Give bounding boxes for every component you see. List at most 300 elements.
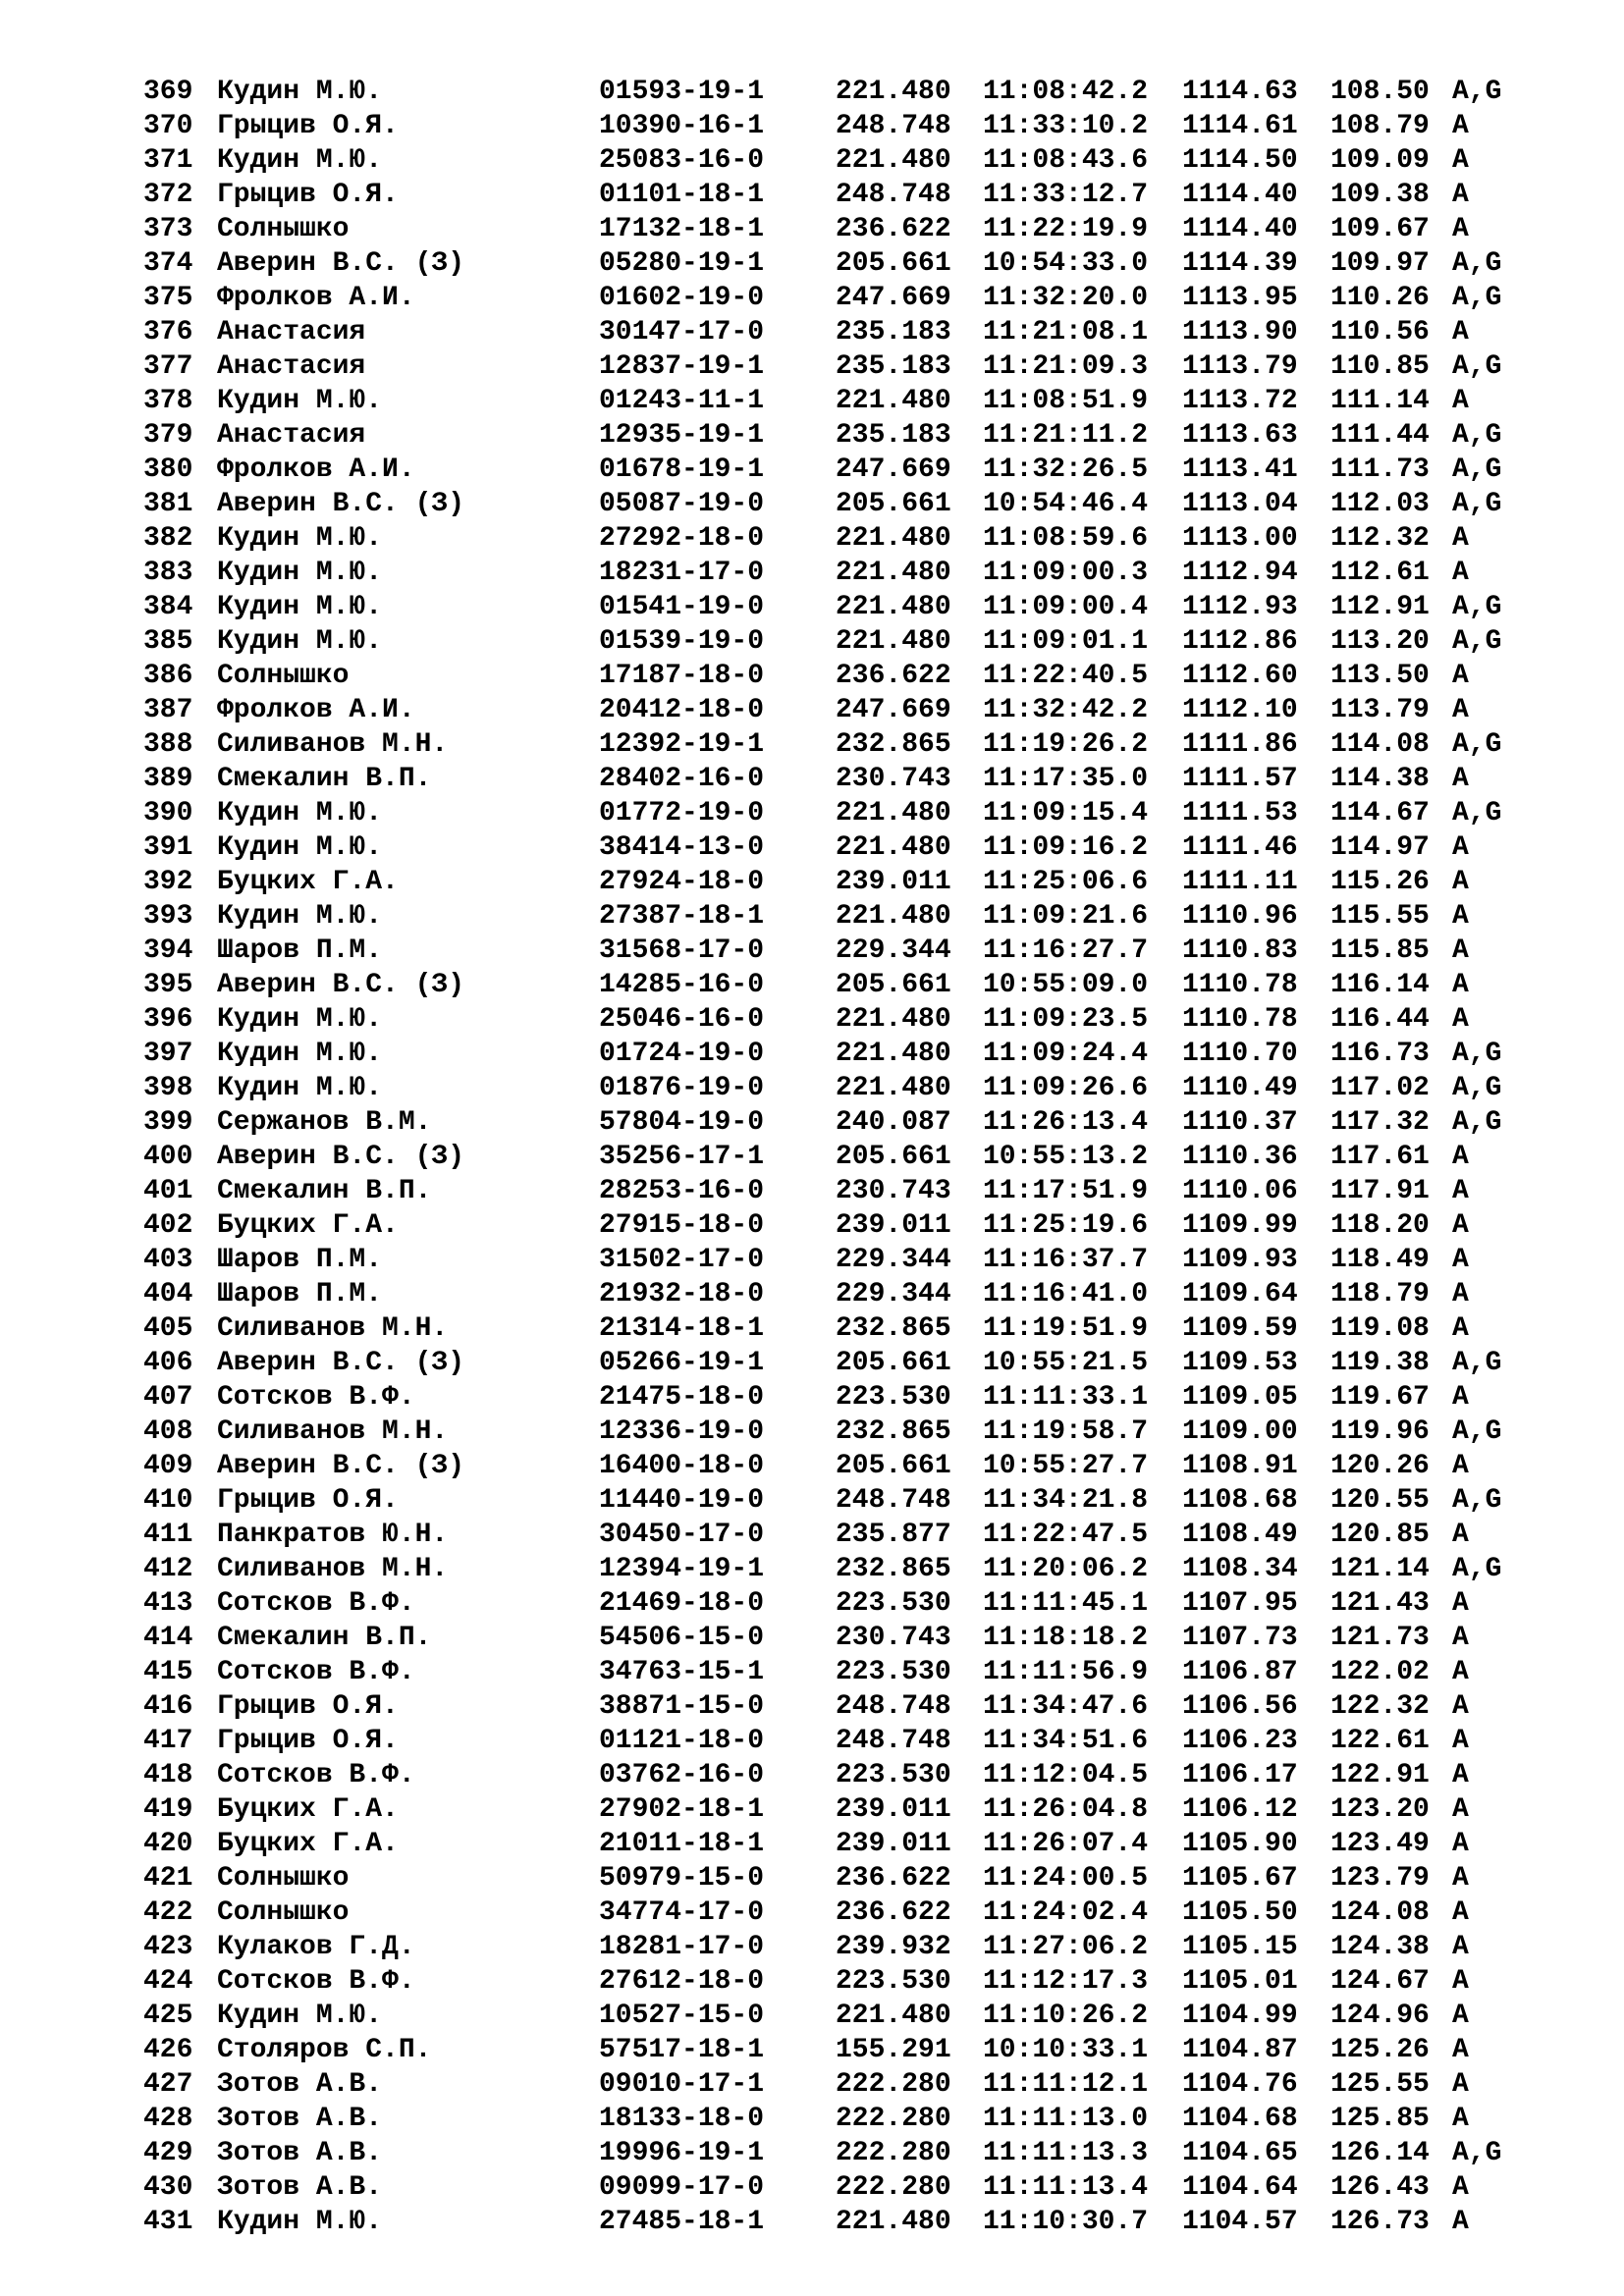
coefficient: 118.20 <box>1330 1210 1430 1241</box>
fancier-name: Солнышко <box>217 1897 350 1928</box>
coefficient: 125.26 <box>1330 2035 1430 2065</box>
speed: 1110.06 <box>1182 1176 1298 1206</box>
result-row <box>0 109 1624 143</box>
flags: A,G <box>1452 1073 1502 1103</box>
fancier-name: Кудин М.Ю. <box>217 798 383 828</box>
coefficient: 124.96 <box>1330 2001 1430 2031</box>
result-number: 420 <box>143 1829 193 1859</box>
result-number: 415 <box>143 1657 193 1687</box>
result-row <box>0 1415 1624 1449</box>
flags: A <box>1452 1932 1469 1962</box>
distance: 239.932 <box>836 1932 951 1962</box>
result-row <box>0 1277 1624 1311</box>
result-number: 385 <box>143 626 193 657</box>
result-number: 401 <box>143 1176 193 1206</box>
coefficient: 114.97 <box>1330 832 1430 863</box>
distance: 205.661 <box>836 248 951 279</box>
coefficient: 126.73 <box>1330 2207 1430 2237</box>
ring-number: 18231-17-0 <box>599 558 765 588</box>
speed: 1111.53 <box>1182 798 1298 828</box>
arrival-time: 11:11:13.0 <box>983 2104 1149 2134</box>
coefficient: 124.38 <box>1330 1932 1430 1962</box>
coefficient: 115.26 <box>1330 867 1430 897</box>
ring-number: 18281-17-0 <box>599 1932 765 1962</box>
flags: A,G <box>1452 1348 1502 1378</box>
coefficient: 116.44 <box>1330 1004 1430 1035</box>
flags: A <box>1452 386 1469 416</box>
ring-number: 10527-15-0 <box>599 2001 765 2031</box>
flags: A <box>1452 2069 1469 2100</box>
flags: A <box>1452 214 1469 244</box>
ring-number: 34774-17-0 <box>599 1897 765 1928</box>
arrival-time: 11:22:19.9 <box>983 214 1149 244</box>
coefficient: 111.44 <box>1330 420 1430 451</box>
speed: 1109.53 <box>1182 1348 1298 1378</box>
coefficient: 122.32 <box>1330 1691 1430 1722</box>
result-number: 372 <box>143 180 193 210</box>
coefficient: 121.14 <box>1330 1554 1430 1584</box>
speed: 1113.63 <box>1182 420 1298 451</box>
distance: 247.669 <box>836 283 951 313</box>
coefficient: 117.61 <box>1330 1142 1430 1172</box>
fancier-name: Силиванов М.Н. <box>217 729 449 760</box>
speed: 1112.93 <box>1182 592 1298 622</box>
result-number: 393 <box>143 901 193 932</box>
fancier-name: Кудин М.Ю. <box>217 523 383 554</box>
speed: 1113.00 <box>1182 523 1298 554</box>
arrival-time: 10:54:33.0 <box>983 248 1149 279</box>
result-number: 423 <box>143 1932 193 1962</box>
speed: 1107.95 <box>1182 1588 1298 1619</box>
coefficient: 114.38 <box>1330 764 1430 794</box>
distance: 229.344 <box>836 935 951 966</box>
fancier-name: Зотов А.В. <box>217 2138 383 2168</box>
fancier-name: Кудин М.Ю. <box>217 1073 383 1103</box>
fancier-name: Кудин М.Ю. <box>217 1004 383 1035</box>
distance: 232.865 <box>836 1554 951 1584</box>
speed: 1106.87 <box>1182 1657 1298 1687</box>
arrival-time: 11:22:40.5 <box>983 661 1149 691</box>
arrival-time: 11:34:47.6 <box>983 1691 1149 1722</box>
ring-number: 18133-18-0 <box>599 2104 765 2134</box>
arrival-time: 11:09:01.1 <box>983 626 1149 657</box>
result-row <box>0 384 1624 418</box>
arrival-time: 11:21:09.3 <box>983 351 1149 382</box>
flags: A <box>1452 1657 1469 1687</box>
distance: 248.748 <box>836 1726 951 1756</box>
result-row <box>0 1655 1624 1689</box>
distance: 247.669 <box>836 454 951 485</box>
fancier-name: Солнышко <box>217 661 350 691</box>
speed: 1111.11 <box>1182 867 1298 897</box>
arrival-time: 11:32:20.0 <box>983 283 1149 313</box>
coefficient: 116.73 <box>1330 1039 1430 1069</box>
result-number: 409 <box>143 1451 193 1481</box>
result-number: 411 <box>143 1520 193 1550</box>
ring-number: 01724-19-0 <box>599 1039 765 1069</box>
result-number: 380 <box>143 454 193 485</box>
arrival-time: 11:21:08.1 <box>983 317 1149 347</box>
ring-number: 19996-19-1 <box>599 2138 765 2168</box>
coefficient: 109.97 <box>1330 248 1430 279</box>
ring-number: 27292-18-0 <box>599 523 765 554</box>
result-number: 402 <box>143 1210 193 1241</box>
flags: A <box>1452 1520 1469 1550</box>
arrival-time: 11:19:51.9 <box>983 1313 1149 1344</box>
speed: 1109.59 <box>1182 1313 1298 1344</box>
ring-number: 12392-19-1 <box>599 729 765 760</box>
result-number: 413 <box>143 1588 193 1619</box>
coefficient: 110.56 <box>1330 317 1430 347</box>
distance: 205.661 <box>836 489 951 519</box>
distance: 221.480 <box>836 145 951 176</box>
result-row <box>0 521 1624 556</box>
distance: 230.743 <box>836 1623 951 1653</box>
ring-number: 27387-18-1 <box>599 901 765 932</box>
result-row <box>0 1105 1624 1140</box>
distance: 232.865 <box>836 1416 951 1447</box>
distance: 223.530 <box>836 1657 951 1687</box>
ring-number: 05266-19-1 <box>599 1348 765 1378</box>
coefficient: 109.67 <box>1330 214 1430 244</box>
result-row <box>0 1827 1624 1861</box>
result-row <box>0 1002 1624 1037</box>
arrival-time: 11:19:58.7 <box>983 1416 1149 1447</box>
speed: 1105.01 <box>1182 1966 1298 1997</box>
result-number: 425 <box>143 2001 193 2031</box>
flags: A <box>1452 2172 1469 2203</box>
arrival-time: 11:18:18.2 <box>983 1623 1149 1653</box>
ring-number: 21475-18-0 <box>599 1382 765 1413</box>
fancier-name: Силиванов М.Н. <box>217 1313 449 1344</box>
speed: 1105.50 <box>1182 1897 1298 1928</box>
arrival-time: 11:19:26.2 <box>983 729 1149 760</box>
arrival-time: 11:10:26.2 <box>983 2001 1149 2031</box>
coefficient: 110.26 <box>1330 283 1430 313</box>
flags: A <box>1452 1829 1469 1859</box>
distance: 222.280 <box>836 2104 951 2134</box>
arrival-time: 11:08:43.6 <box>983 145 1149 176</box>
result-row <box>0 1208 1624 1243</box>
flags: A <box>1452 1691 1469 1722</box>
fancier-name: Кудин М.Ю. <box>217 626 383 657</box>
speed: 1114.40 <box>1182 180 1298 210</box>
arrival-time: 11:08:42.2 <box>983 77 1149 107</box>
arrival-time: 11:11:33.1 <box>983 1382 1149 1413</box>
speed: 1114.61 <box>1182 111 1298 141</box>
flags: A <box>1452 661 1469 691</box>
arrival-time: 10:55:13.2 <box>983 1142 1149 1172</box>
flags: A <box>1452 2001 1469 2031</box>
result-number: 428 <box>143 2104 193 2134</box>
ring-number: 05280-19-1 <box>599 248 765 279</box>
flags: A <box>1452 523 1469 554</box>
speed: 1106.17 <box>1182 1760 1298 1790</box>
flags: A <box>1452 764 1469 794</box>
arrival-time: 11:08:51.9 <box>983 386 1149 416</box>
result-number: 419 <box>143 1794 193 1825</box>
flags: A <box>1452 1451 1469 1481</box>
speed: 1104.64 <box>1182 2172 1298 2203</box>
speed: 1112.60 <box>1182 661 1298 691</box>
result-row <box>0 556 1624 590</box>
distance: 221.480 <box>836 592 951 622</box>
result-number: 400 <box>143 1142 193 1172</box>
ring-number: 38871-15-0 <box>599 1691 765 1722</box>
coefficient: 117.91 <box>1330 1176 1430 1206</box>
result-row <box>0 968 1624 1002</box>
fancier-name: Анастасия <box>217 420 366 451</box>
distance: 230.743 <box>836 764 951 794</box>
arrival-time: 10:55:27.7 <box>983 1451 1149 1481</box>
fancier-name: Буцких Г.А. <box>217 867 399 897</box>
coefficient: 120.55 <box>1330 1485 1430 1516</box>
distance: 223.530 <box>836 1382 951 1413</box>
coefficient: 122.91 <box>1330 1760 1430 1790</box>
distance: 223.530 <box>836 1760 951 1790</box>
distance: 232.865 <box>836 729 951 760</box>
result-number: 426 <box>143 2035 193 2065</box>
arrival-time: 11:16:27.7 <box>983 935 1149 966</box>
ring-number: 01539-19-0 <box>599 626 765 657</box>
result-row <box>0 1930 1624 1964</box>
coefficient: 114.08 <box>1330 729 1430 760</box>
result-number: 375 <box>143 283 193 313</box>
speed: 1104.65 <box>1182 2138 1298 2168</box>
distance: 221.480 <box>836 523 951 554</box>
result-row <box>0 2102 1624 2136</box>
result-row <box>0 418 1624 453</box>
arrival-time: 10:10:33.1 <box>983 2035 1149 2065</box>
ring-number: 38414-13-0 <box>599 832 765 863</box>
arrival-time: 11:16:41.0 <box>983 1279 1149 1309</box>
result-row <box>0 2136 1624 2170</box>
ring-number: 09010-17-1 <box>599 2069 765 2100</box>
speed: 1105.90 <box>1182 1829 1298 1859</box>
coefficient: 115.55 <box>1330 901 1430 932</box>
fancier-name: Аверин В.С. (З) <box>217 1348 465 1378</box>
result-number: 405 <box>143 1313 193 1344</box>
result-row <box>0 1758 1624 1792</box>
ring-number: 17187-18-0 <box>599 661 765 691</box>
fancier-name: Грыцив О.Я. <box>217 1726 399 1756</box>
speed: 1110.78 <box>1182 970 1298 1000</box>
result-number: 377 <box>143 351 193 382</box>
fancier-name: Силиванов М.Н. <box>217 1554 449 1584</box>
result-number: 383 <box>143 558 193 588</box>
distance: 248.748 <box>836 111 951 141</box>
result-number: 370 <box>143 111 193 141</box>
ring-number: 16400-18-0 <box>599 1451 765 1481</box>
arrival-time: 11:33:10.2 <box>983 111 1149 141</box>
fancier-name: Смекалин В.П. <box>217 1623 432 1653</box>
flags: A <box>1452 1245 1469 1275</box>
flags: A <box>1452 1176 1469 1206</box>
distance: 221.480 <box>836 901 951 932</box>
coefficient: 112.03 <box>1330 489 1430 519</box>
fancier-name: Грыцив О.Я. <box>217 1691 399 1722</box>
result-row <box>0 796 1624 830</box>
fancier-name: Зотов А.В. <box>217 2172 383 2203</box>
fancier-name: Аверин В.С. (З) <box>217 970 465 1000</box>
fancier-name: Фролков А.И. <box>217 283 415 313</box>
fancier-name: Солнышко <box>217 1863 350 1894</box>
ring-number: 01772-19-0 <box>599 798 765 828</box>
speed: 1111.86 <box>1182 729 1298 760</box>
result-number: 410 <box>143 1485 193 1516</box>
arrival-time: 10:55:21.5 <box>983 1348 1149 1378</box>
coefficient: 109.09 <box>1330 145 1430 176</box>
flags: A <box>1452 1313 1469 1344</box>
ring-number: 12394-19-1 <box>599 1554 765 1584</box>
ring-number: 05087-19-0 <box>599 489 765 519</box>
coefficient: 126.43 <box>1330 2172 1430 2203</box>
distance: 221.480 <box>836 558 951 588</box>
flags: A,G <box>1452 626 1502 657</box>
fancier-name: Фролков А.И. <box>217 695 415 725</box>
distance: 221.480 <box>836 2001 951 2031</box>
result-row <box>0 2033 1624 2067</box>
fancier-name: Сотсков В.Ф. <box>217 1382 415 1413</box>
flags: A,G <box>1452 1039 1502 1069</box>
flags: A,G <box>1452 729 1502 760</box>
speed: 1109.05 <box>1182 1382 1298 1413</box>
distance: 235.183 <box>836 351 951 382</box>
distance: 248.748 <box>836 1691 951 1722</box>
speed: 1111.46 <box>1182 832 1298 863</box>
result-number: 381 <box>143 489 193 519</box>
ring-number: 03762-16-0 <box>599 1760 765 1790</box>
distance: 221.480 <box>836 1073 951 1103</box>
speed: 1109.64 <box>1182 1279 1298 1309</box>
result-number: 392 <box>143 867 193 897</box>
flags: A <box>1452 867 1469 897</box>
result-row <box>0 590 1624 624</box>
ring-number: 25046-16-0 <box>599 1004 765 1035</box>
result-row <box>0 143 1624 178</box>
ring-number: 27924-18-0 <box>599 867 765 897</box>
coefficient: 109.38 <box>1330 180 1430 210</box>
distance: 205.661 <box>836 1451 951 1481</box>
fancier-name: Кудин М.Ю. <box>217 2001 383 2031</box>
flags: A,G <box>1452 1554 1502 1584</box>
flags: A,G <box>1452 1485 1502 1516</box>
result-row <box>0 2067 1624 2102</box>
coefficient: 120.26 <box>1330 1451 1430 1481</box>
result-row <box>0 1724 1624 1758</box>
arrival-time: 11:16:37.7 <box>983 1245 1149 1275</box>
arrival-time: 11:09:00.4 <box>983 592 1149 622</box>
fancier-name: Сержанов В.М. <box>217 1107 432 1138</box>
speed: 1112.94 <box>1182 558 1298 588</box>
flags: A <box>1452 1279 1469 1309</box>
result-number: 374 <box>143 248 193 279</box>
ring-number: 25083-16-0 <box>599 145 765 176</box>
coefficient: 119.67 <box>1330 1382 1430 1413</box>
speed: 1113.90 <box>1182 317 1298 347</box>
ring-number: 34763-15-1 <box>599 1657 765 1687</box>
result-row <box>0 1861 1624 1896</box>
speed: 1113.79 <box>1182 351 1298 382</box>
result-row <box>0 1483 1624 1518</box>
flags: A <box>1452 2035 1469 2065</box>
fancier-name: Силиванов М.Н. <box>217 1416 449 1447</box>
flags: A,G <box>1452 798 1502 828</box>
speed: 1110.49 <box>1182 1073 1298 1103</box>
ring-number: 14285-16-0 <box>599 970 765 1000</box>
result-number: 418 <box>143 1760 193 1790</box>
distance: 230.743 <box>836 1176 951 1206</box>
ring-number: 28253-16-0 <box>599 1176 765 1206</box>
arrival-time: 11:09:00.3 <box>983 558 1149 588</box>
arrival-time: 11:11:13.3 <box>983 2138 1149 2168</box>
fancier-name: Сотсков В.Ф. <box>217 1588 415 1619</box>
result-number: 398 <box>143 1073 193 1103</box>
flags: A <box>1452 317 1469 347</box>
coefficient: 112.91 <box>1330 592 1430 622</box>
fancier-name: Кудин М.Ю. <box>217 386 383 416</box>
arrival-time: 11:09:24.4 <box>983 1039 1149 1069</box>
arrival-time: 11:20:06.2 <box>983 1554 1149 1584</box>
fancier-name: Шаров П.М. <box>217 935 383 966</box>
flags: A <box>1452 1142 1469 1172</box>
distance: 223.530 <box>836 1966 951 1997</box>
coefficient: 124.67 <box>1330 1966 1430 1997</box>
flags: A <box>1452 970 1469 1000</box>
distance: 221.480 <box>836 1039 951 1069</box>
fancier-name: Аверин В.С. (З) <box>217 1142 465 1172</box>
speed: 1104.57 <box>1182 2207 1298 2237</box>
arrival-time: 11:09:21.6 <box>983 901 1149 932</box>
fancier-name: Кудин М.Ю. <box>217 77 383 107</box>
distance: 239.011 <box>836 867 951 897</box>
coefficient: 112.32 <box>1330 523 1430 554</box>
result-row <box>0 1518 1624 1552</box>
result-number: 387 <box>143 695 193 725</box>
flags: A,G <box>1452 1107 1502 1138</box>
coefficient: 126.14 <box>1330 2138 1430 2168</box>
result-number: 384 <box>143 592 193 622</box>
distance: 222.280 <box>836 2172 951 2203</box>
fancier-name: Смекалин В.П. <box>217 764 432 794</box>
arrival-time: 11:09:15.4 <box>983 798 1149 828</box>
result-number: 427 <box>143 2069 193 2100</box>
speed: 1110.83 <box>1182 935 1298 966</box>
result-number: 421 <box>143 1863 193 1894</box>
ring-number: 21469-18-0 <box>599 1588 765 1619</box>
ring-number: 57804-19-0 <box>599 1107 765 1138</box>
result-row <box>0 1174 1624 1208</box>
result-number: 403 <box>143 1245 193 1275</box>
distance: 247.669 <box>836 695 951 725</box>
ring-number: 11440-19-0 <box>599 1485 765 1516</box>
result-row <box>0 1689 1624 1724</box>
result-row <box>0 934 1624 968</box>
distance: 248.748 <box>836 180 951 210</box>
flags: A,G <box>1452 2138 1502 2168</box>
result-row <box>0 693 1624 727</box>
speed: 1105.15 <box>1182 1932 1298 1962</box>
fancier-name: Аверин В.С. (З) <box>217 489 465 519</box>
speed: 1110.70 <box>1182 1039 1298 1069</box>
speed: 1109.00 <box>1182 1416 1298 1447</box>
result-number: 408 <box>143 1416 193 1447</box>
arrival-time: 11:11:12.1 <box>983 2069 1149 2100</box>
fancier-name: Кудин М.Ю. <box>217 901 383 932</box>
result-number: 424 <box>143 1966 193 1997</box>
flags: A <box>1452 1588 1469 1619</box>
result-number: 373 <box>143 214 193 244</box>
